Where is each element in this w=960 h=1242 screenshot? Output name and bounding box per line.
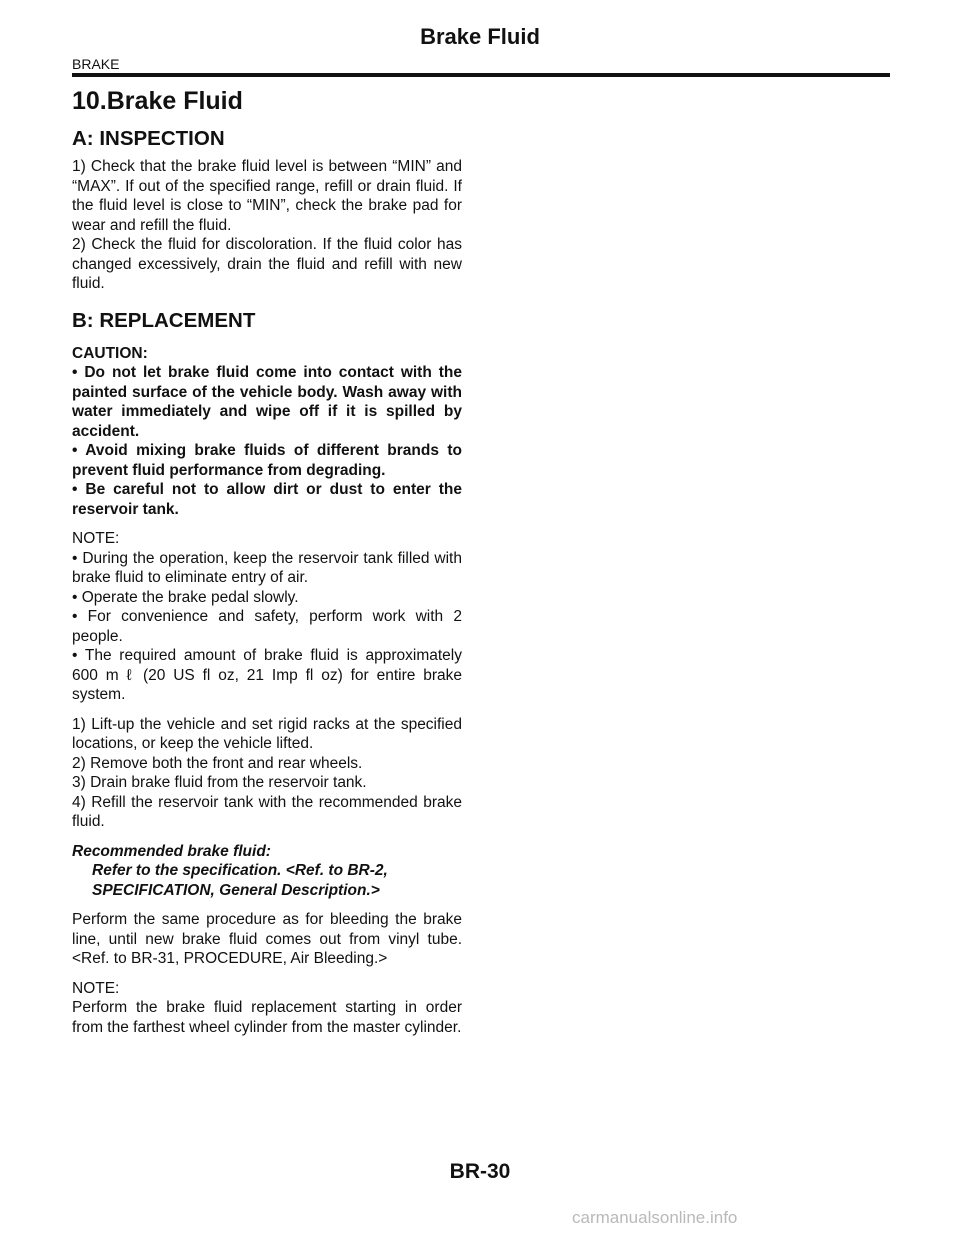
- caution-item-2: • Avoid mixing brake fluids of different brands to prevent fluid performance from degrading.: [72, 442, 462, 479]
- replacement-heading: B: REPLACEMENT: [72, 308, 256, 332]
- note-item-2: • Operate the brake pedal slowly.: [72, 588, 299, 606]
- caution-label: CAUTION:: [72, 344, 148, 362]
- bleeding-procedure-text: Perform the same procedure as for bleeding the brake line, until new brake fluid comes out from vinyl tube. <Ref. to BR-31, PROCEDURE, Air Bleeding.>: [72, 911, 462, 967]
- caution-item-3: • Be careful not to allow dirt or dust to enter the reservoir tank.: [72, 481, 462, 518]
- caution-item-1: • Do not let brake fluid come into contact with the painted surface of the vehicle body. Wash away with water immediately and wipe off if it is spilled by accident.: [72, 364, 462, 440]
- note-item-3: • For convenience and safety, perform work with 2 people.: [72, 608, 462, 645]
- note-text-2: Perform the brake fluid replacement starting in order from the farthest wheel cylinder from the master cylinder.: [72, 999, 462, 1036]
- inspection-heading: A: INSPECTION: [72, 127, 225, 150]
- replacement-step-4: 4) Refill the reservoir tank with the recommended brake fluid.: [72, 793, 462, 830]
- watermark: carmanualsonline.info: [572, 1208, 738, 1227]
- page-number: BR-30: [449, 1160, 511, 1183]
- note-label-2: NOTE:: [72, 979, 120, 997]
- inspection-step-1: 1) Check that the brake fluid level is between “MIN” and “MAX”. If out of the specified range, refill or drain fluid. If the fluid level is close to “MIN”, check the brake pad for wear and refill the fluid.: [72, 158, 462, 234]
- header-rule: [72, 73, 890, 77]
- recommended-fluid-ref: Refer to the specification. <Ref. to BR-2, SPECIFICATION, General Description.>: [92, 862, 388, 899]
- replacement-step-2: 2) Remove both the front and rear wheels.: [72, 754, 363, 772]
- inspection-step-2: 2) Check the fluid for discoloration. If the fluid color has changed excessively, drain the fluid and refill with new fluid.: [72, 236, 462, 292]
- note-item-4: • The required amount of brake fluid is approximately 600 m ℓ (20 US fl oz, 21 Imp fl oz) for entire brake system.: [72, 647, 462, 703]
- recommended-fluid-label: Recommended brake fluid:: [72, 842, 271, 860]
- main-heading: 10.Brake Fluid: [72, 87, 243, 115]
- page-header-title: Brake Fluid: [420, 24, 540, 49]
- content-column: [72, 86, 462, 1037]
- replacement-step-1: 1) Lift-up the vehicle and set rigid racks at the specified locations, or keep the vehicle lifted.: [72, 715, 462, 752]
- note-item-1: • During the operation, keep the reservoir tank filled with brake fluid to eliminate entry of air.: [72, 549, 462, 586]
- replacement-step-3: 3) Drain brake fluid from the reservoir tank.: [72, 774, 367, 791]
- note-label: NOTE:: [72, 530, 120, 547]
- section-label: BRAKE: [72, 56, 120, 72]
